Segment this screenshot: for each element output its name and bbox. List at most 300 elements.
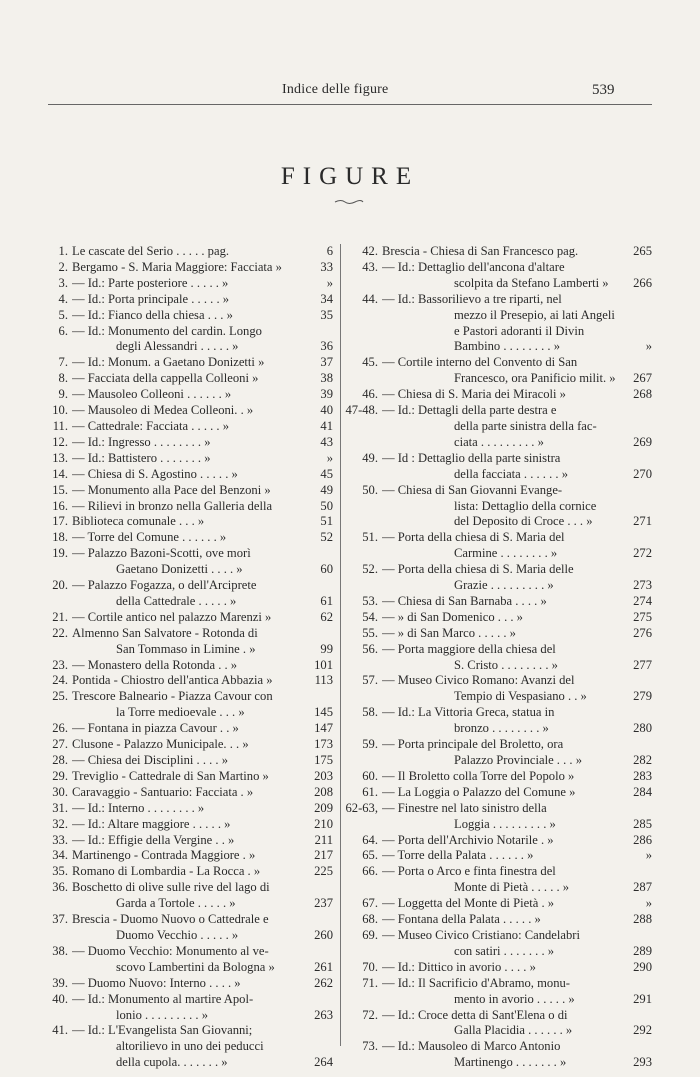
figure-entry-line [382,355,652,371]
figure-entry-line [72,578,333,594]
figure-page-ref: 271 [633,514,652,529]
figure-number: 32. [52,816,68,831]
figure-number: 47-48. [345,403,378,418]
figure-entry [48,801,333,817]
figure-page-ref [624,864,652,880]
figure-number: 65. [362,848,378,863]
figure-entry-line [382,721,652,737]
figure-caption: — Duomo Vecchio: Monumento al ve- [72,943,269,958]
figure-entry [342,403,652,451]
figure-caption: — Chiesa di San Giovanni Evange- [382,482,563,497]
figure-page-ref: 6 [326,244,333,258]
figure-number: 12. [52,434,68,449]
figure-page-ref: » [645,339,652,354]
figure-caption: degli Alessandri . . . . . » [116,339,239,354]
figure-entry-line [382,1039,652,1055]
figure-number: 14. [52,466,68,481]
figure-caption: — Mausoleo Colleoni . . . . . . » [72,387,232,402]
figure-caption: Loggia . . . . . . . . . » [454,816,556,831]
figure-page-ref: 270 [633,466,652,481]
figure-page-ref: 265 [633,244,652,258]
figure-caption: — Id.: Mausoleo di Marco Antonio [382,1039,561,1054]
figure-entry [48,244,333,260]
figure-page-ref [624,308,652,324]
figure-entry [342,355,652,387]
figure-entry-line [72,339,333,355]
figure-page-ref [305,912,333,928]
figure-page-ref: 34 [320,291,333,306]
figure-caption: — » di San Domenico . . . » [382,609,523,624]
figure-entry [48,467,333,483]
figure-entry-line [382,546,652,562]
figure-page-ref: 38 [320,371,333,386]
figure-entry-line [72,1008,333,1024]
figure-caption: San Tommaso in Limine . » [116,641,256,656]
figure-page-ref [624,292,652,308]
figure-entry-line [382,1023,652,1039]
figure-entry-line [382,610,652,626]
figure-page-ref: 203 [314,768,333,783]
figure-number: 16. [52,498,68,513]
figure-page-ref: 175 [314,753,333,767]
figure-entry-line [72,514,333,530]
figure-caption: — Id.: Il Sacrificio d'Abramo, monu- [382,975,570,990]
figure-entry-line [382,578,652,594]
figure-page-ref: 61 [320,593,333,608]
figure-page-ref: 51 [320,514,333,529]
figure-number: 59. [362,737,378,752]
figure-entry [342,864,652,896]
figure-entry [342,292,652,356]
figure-number: 19. [52,546,68,561]
figure-page-ref [624,705,652,721]
running-header-title: Indice delle figure [282,82,389,97]
figure-entry [48,785,333,801]
figure-number: 10. [52,403,68,418]
figure-caption: scolpita da Stefano Lamberti » [454,275,609,290]
figure-entry [342,642,652,674]
figure-caption: — Id.: L'Evangelista San Giovanni; [72,1023,253,1038]
figure-number: 45. [362,355,378,370]
figure-caption: — Porta o Arco e finta finestra del [382,864,556,879]
figure-caption: — Torre del Comune . . . . . . » [72,530,227,545]
figure-index-left-column [48,244,333,1071]
figure-entry-line [72,387,333,403]
figure-caption: S. Cristo . . . . . . . . » [454,657,558,672]
figure-entry [48,260,333,276]
figure-entry-line [72,673,333,689]
figure-entry-line [382,403,652,419]
figure-entry-line [382,276,652,292]
figure-page-ref: 209 [314,800,333,815]
figure-caption: — Cattedrale: Facciata . . . . . » [72,418,230,433]
figure-entry-line [72,864,333,880]
figure-page-ref: 217 [314,848,333,863]
figure-caption: — Id.: Croce detta di Sant'Elena o di [382,1007,568,1022]
figure-page-ref: 41 [320,418,333,433]
figure-caption: — Fontana in piazza Cavour . . » [72,721,239,736]
figure-entry-line [382,371,652,387]
figure-entry-line [382,737,652,753]
figure-entry [342,673,652,705]
figure-caption: della cupola. . . . . . . » [116,1055,228,1070]
figure-page-ref: 287 [633,880,652,895]
figure-page-ref [624,976,652,992]
figure-entry [342,626,652,642]
figure-number: 72. [362,1007,378,1022]
figure-page-ref: 264 [314,1055,333,1070]
figure-number: 43. [362,259,378,274]
figure-caption: Monte di Pietà . . . . . » [454,880,570,895]
figure-entry-line [382,992,652,1008]
figure-entry [48,721,333,737]
figure-entry-line [72,451,333,467]
figure-entry [48,387,333,403]
figure-entry [48,451,333,467]
figure-number: 9. [58,387,68,402]
figure-entry [342,530,652,562]
figure-page-ref: 293 [633,1055,652,1070]
figure-caption: — Porta della chiesa di S. Maria del [382,530,565,545]
figure-caption: — Museo Civico Romano: Avanzi del [382,673,575,688]
figure-caption: Francesco, ora Panificio milit. » [454,371,616,386]
figure-entry-line [72,419,333,435]
figure-caption: — Porta principale del Broletto, ora [382,737,564,752]
figure-number: 46. [362,387,378,402]
figure-caption: — Id.: Dittico in avorio . . . . » [382,959,536,974]
figure-entry [48,419,333,435]
figure-caption: Carmine . . . . . . . . » [454,546,558,561]
running-header [0,82,700,102]
figure-entry [342,1008,652,1040]
figure-caption: Grazie . . . . . . . . . » [454,578,554,593]
figure-page-ref: 261 [314,959,333,974]
figure-entry-line [72,753,333,769]
figure-entry-line [72,244,333,260]
figure-caption: — Id.: Porta principale . . . . . » [72,291,230,306]
figure-number: 34. [52,848,68,863]
figure-page-ref: » [645,848,652,863]
figure-entry-line [72,355,333,371]
figure-page-ref: 262 [314,975,333,990]
figure-caption: e Pastori adoranti il Divin [454,323,585,338]
figure-number: 70. [362,959,378,974]
figure-page-ref [305,578,333,594]
figure-entry-line [382,960,652,976]
figure-page-ref: 280 [633,721,652,736]
figure-caption: Garda a Tortole . . . . . » [116,896,236,911]
figure-page-ref [624,260,652,276]
figure-entry [342,912,652,928]
figure-entry-line [382,705,652,721]
figure-entry-line [382,499,652,515]
figure-number: 56. [362,641,378,656]
figure-page-ref: 211 [314,832,333,847]
figure-page-ref [624,928,652,944]
figure-entry [48,848,333,864]
figure-entry-line [382,1055,652,1071]
figure-caption: — Id.: Interno . . . . . . . . » [72,800,205,815]
figure-caption: — Cortile antico nel palazzo Marenzi » [72,609,272,624]
figure-entry-line [72,848,333,864]
figure-entry-line [382,785,652,801]
figure-entry [48,610,333,626]
figure-page-ref [624,499,652,515]
figure-entry-line [382,339,652,355]
figure-caption: lista: Dettaglio della cornice [454,498,597,513]
figure-page-ref: 263 [314,1007,333,1022]
figure-number: 3. [58,275,68,290]
figure-caption: — Id.: Battistero . . . . . . . » [72,450,211,465]
figure-entry-line [72,769,333,785]
column-divider [340,244,341,1046]
figure-entry [48,276,333,292]
figure-number: 66. [362,864,378,879]
figure-entry-line [382,896,652,912]
figure-entry [48,371,333,387]
figure-caption: la Torre medioevale . . . » [116,705,245,720]
figure-page-ref: 37 [320,355,333,370]
figure-page-ref: 35 [320,307,333,322]
figure-caption: — Chiesa di San Barnaba . . . . » [382,593,547,608]
figure-caption: — Loggetta del Monte di Pietà . » [382,896,555,911]
figure-entry-line [382,419,652,435]
figure-number: 55. [362,625,378,640]
figure-caption: Martinengo - Contrada Maggiore . » [72,848,256,863]
figure-number: 11. [52,418,68,433]
figure-entry-line [72,626,333,642]
figure-caption: — Porta della chiesa di S. Maria delle [382,562,574,577]
figure-number: 15. [52,482,68,497]
figure-number: 20. [52,578,68,593]
figure-number: 60. [362,768,378,783]
figure-entry-line [72,658,333,674]
figure-entry [48,753,333,769]
figure-entry [48,355,333,371]
figure-entry [342,594,652,610]
figure-page-ref: 292 [633,1023,652,1038]
figure-entry-line [72,610,333,626]
figure-entry [48,530,333,546]
figure-page-ref [624,737,652,753]
figure-entry-line [72,292,333,308]
figure-caption: — Porta dell'Archivio Notarile . » [382,832,554,847]
figure-number: 1. [58,244,68,258]
figure-caption: — Il Broletto colla Torre del Popolo » [382,768,575,783]
figure-caption: del Deposito di Croce . . . » [454,514,593,529]
figure-caption: — Porta maggiore della chiesa del [382,641,556,656]
figure-page-ref [305,546,333,562]
figure-entry-line [382,976,652,992]
figure-caption: Martinengo . . . . . . . » [454,1055,567,1070]
figure-number: 5. [58,307,68,322]
figure-entry [342,896,652,912]
figure-entry-line [72,642,333,658]
figure-entry [342,1039,652,1071]
figure-caption: della facciata . . . . . . » [454,466,568,481]
figure-entry-line [382,244,652,260]
figure-caption: — Id.: Monum. a Gaetano Donizetti » [72,355,265,370]
page-number: 539 [592,82,615,98]
figure-number: 23. [52,657,68,672]
figure-number: 25. [52,689,68,704]
figure-page-ref: 283 [633,768,652,783]
figure-caption: — Id.: Ingresso . . . . . . . . » [72,434,211,449]
figure-entry-line [382,435,652,451]
figure-entry-line [72,308,333,324]
figure-entry-line [382,467,652,483]
figure-caption: Bambino . . . . . . . . » [454,339,560,354]
figure-number: 37. [52,912,68,927]
figure-entry [48,483,333,499]
figure-caption: lonio . . . . . . . . . » [116,1007,209,1022]
figure-number: 52. [362,562,378,577]
figure-entry [342,610,652,626]
figure-caption: Almenno San Salvatore - Rotonda di [72,625,258,640]
figure-entry-line [72,896,333,912]
figure-entry-line [382,912,652,928]
figure-entry-line [72,1023,333,1039]
figure-entry-line [382,753,652,769]
figure-caption: della Cattedrale . . . . . » [116,593,237,608]
figure-entry [48,1023,333,1071]
figure-page-ref: 277 [633,657,652,672]
figure-entry-line [72,562,333,578]
figure-entry-line [72,324,333,340]
figure-page-ref: » [326,450,333,465]
figure-entry-line [72,483,333,499]
figure-page-ref: » [326,275,333,290]
figure-entry [342,260,652,292]
figure-entry [48,546,333,578]
figure-caption: — Chiesa di S. Agostino . . . . . » [72,466,238,481]
figure-entry [342,769,652,785]
figure-caption: — Fontana della Palata . . . . . » [382,912,541,927]
figure-page-ref: 268 [633,387,652,402]
figure-caption: Gaetano Donizetti . . . . » [116,562,243,577]
figure-page-ref: 267 [633,371,652,386]
figure-number: 49. [362,450,378,465]
figure-entry-line [72,371,333,387]
figure-entry-line [72,801,333,817]
figure-page-ref: 113 [314,673,333,688]
figure-caption: Brescia - Chiesa di San Francesco pag. [382,244,579,258]
figure-entry [342,801,652,833]
figure-entry-line [382,514,652,530]
figure-page-ref: 173 [314,737,333,752]
figure-caption: — Finestre nel lato sinistro della [382,800,547,815]
figure-number: 35. [52,864,68,879]
figure-number: 51. [362,530,378,545]
figure-page-ref [624,562,652,578]
figure-page-ref: 40 [320,403,333,418]
figure-page-ref: 208 [314,784,333,799]
figure-entry [48,976,333,992]
figure-entry-line [72,976,333,992]
figure-page-ref: 275 [633,609,652,624]
figure-page-ref [305,944,333,960]
figure-number: 53. [362,593,378,608]
figure-entry-line [72,880,333,896]
figure-entry [48,769,333,785]
figure-number: 21. [52,609,68,624]
title-flourish-ornament [333,198,365,206]
figure-page-ref: 99 [320,641,333,656]
figure-entry [48,403,333,419]
figure-number: 50. [362,482,378,497]
figure-page-ref: 43 [320,434,333,449]
figure-entry-line [382,833,652,849]
figure-number: 31. [52,800,68,815]
figure-page-ref: 45 [320,466,333,481]
figure-caption: Clusone - Palazzo Municipale. . . » [72,737,249,752]
figure-entry [48,992,333,1024]
figure-entry-line [382,1008,652,1024]
figure-entry [48,499,333,515]
figure-entry [342,833,652,849]
figure-entry-line [72,403,333,419]
figure-entry [48,689,333,721]
figure-number: 7. [58,355,68,370]
figure-entry-line [72,705,333,721]
figure-entry [342,483,652,531]
figure-number: 17. [52,514,68,529]
figure-caption: — Id.: Dettaglio dell'ancona d'altare [382,259,565,274]
figure-caption: Trescore Balneario - Piazza Cavour con [72,689,273,704]
figure-page-ref: 52 [320,530,333,545]
figure-entry-line [72,530,333,546]
figure-entry [342,562,652,594]
figure-caption: Boschetto di olive sulle rive del lago di [72,880,270,895]
figure-page-ref [624,419,652,435]
figure-entry-line [72,1039,333,1055]
figure-caption: con satiri . . . . . . . » [454,943,555,958]
figure-entry-line [382,848,652,864]
figure-entry [342,244,652,260]
figure-entry [48,817,333,833]
figure-page-ref [305,1039,333,1055]
figure-caption: Caravaggio - Santuario: Facciata . » [72,784,254,799]
figure-page-ref [305,626,333,642]
figure-entry-line [382,864,652,880]
figure-caption: Duomo Vecchio . . . . . » [116,927,239,942]
figure-number: 36. [52,880,68,895]
figure-entry-line [382,387,652,403]
figure-caption: mezzo il Presepio, ai lati Angeli [454,307,615,322]
figure-page-ref [624,1008,652,1024]
figure-page-ref: 279 [633,689,652,704]
figure-page-ref [624,483,652,499]
figure-number: 4. [58,291,68,306]
figure-entry [48,737,333,753]
figure-entry-line [72,817,333,833]
figure-page-ref: 33 [320,259,333,274]
figure-entry [48,880,333,912]
figure-entry [342,387,652,403]
figure-entry-line [72,435,333,451]
figure-entry-line [72,1055,333,1071]
figure-entry [48,658,333,674]
figure-caption: altorilievo in uno dei peducci [116,1039,264,1054]
figure-number: 29. [52,768,68,783]
figure-entry [48,626,333,658]
figure-entry-line [382,530,652,546]
figure-page-ref: 291 [633,991,652,1006]
figure-caption: — La Loggia o Palazzo del Comune » [382,784,576,799]
figure-page-ref: 272 [633,546,652,561]
figure-entry [342,976,652,1008]
figure-entry-line [382,928,652,944]
